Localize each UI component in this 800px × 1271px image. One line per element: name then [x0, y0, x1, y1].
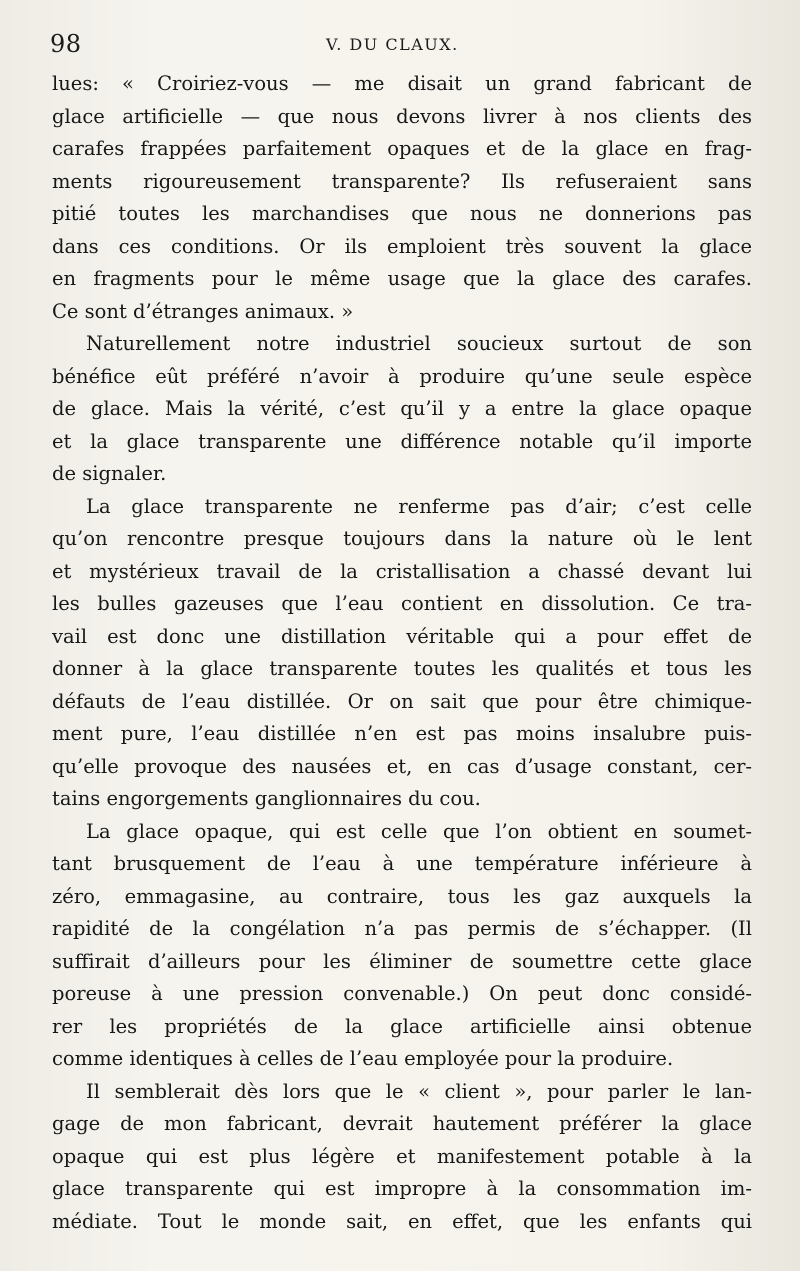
text-line: opaque qui est plus légère et manifestement potable à la	[52, 1144, 752, 1168]
text-line: rapidité de la congélation n’a pas permis de s’échapper. (Il	[52, 917, 752, 940]
text-line: ment pure, l’eau distillée n’en est pas moins insalubre puis-	[52, 722, 752, 745]
text-line: bénéfice eût préféré n’avoir à produire qu’une seule espèce	[52, 364, 752, 388]
text-line: La glace opaque, qui est celle que l’on obtient en soumet-	[86, 819, 752, 843]
text-line: Naturellement notre industriel soucieux surtout de son	[86, 332, 752, 355]
text-line: rer les propriétés de la glace artificielle ainsi obtenue	[52, 1014, 752, 1038]
text-line: zéro, emmagasine, au contraire, tous les gaz auxquels la	[52, 884, 752, 908]
text-line: qu’on rencontre presque toujours dans la nature où le lent	[52, 527, 752, 550]
text-line: comme identiques à celles de l’eau employée pour la produire.	[52, 1047, 674, 1070]
text-line: donner à la glace transparente toutes les qualités et tous les	[52, 657, 752, 680]
text-line: Il semblerait dès lors que le « client », pour parler le lan-	[86, 1079, 752, 1103]
text-line: et la glace transparente une différence notable qu’il importe	[52, 429, 752, 453]
text-line: défauts de l’eau distillée. Or on sait que pour être chimique-	[52, 689, 752, 713]
text-line: ments rigoureusement transparente? Ils refuseraient sans	[52, 169, 752, 193]
text-line: vail est donc une distillation véritable qui a pour effet de	[52, 624, 752, 648]
text-line: gage de mon fabricant, devrait hautement préférer la glace	[52, 1112, 752, 1135]
text-line: de glace. Mais la vérité, c’est qu’il y a entre la glace opaque	[52, 397, 752, 420]
text-line: en fragments pour le même usage que la glace des carafes.	[52, 267, 752, 290]
text-line: tains engorgements ganglionnaires du cou.	[52, 787, 481, 810]
text-line: suffirait d’ailleurs pour les éliminer de soumettre cette glace	[52, 949, 752, 973]
text-line: dans ces conditions. Or ils emploient très souvent la glace	[52, 234, 752, 258]
text-line: carafes frappées parfaitement opaques et de la glace en frag-	[52, 137, 752, 160]
text-line: de signaler.	[52, 462, 167, 485]
text-line: pitié toutes les marchandises que nous ne donnerions pas	[52, 202, 752, 225]
page-number: 98	[50, 30, 82, 58]
page-header	[0, 30, 800, 64]
text-line: glace artificielle — que nous devons livrer à nos clients des	[52, 104, 752, 128]
running-head: V. DU CLAUX.	[326, 35, 459, 54]
text-line: et mystérieux travail de la cristallisation a chassé devant lui	[52, 559, 752, 583]
text-line: Ce sont d’étranges animaux. »	[52, 299, 354, 323]
text-line: médiate. Tout le monde sait, en effet, que les enfants qui	[52, 1209, 752, 1233]
text-line: poreuse à une pression convenable.) On peut donc considé-	[52, 982, 752, 1005]
text-line: tant brusquement de l’eau à une température inférieure à	[52, 852, 752, 875]
text-line: La glace transparente ne renferme pas d’air; c’est celle	[86, 494, 752, 518]
body-text	[52, 68, 752, 1238]
text-line: qu’elle provoque des nausées et, en cas d’usage constant, cer-	[52, 754, 752, 778]
text-line: glace transparente qui est impropre à la consommation im-	[52, 1177, 752, 1200]
text-line: les bulles gazeuses que l’eau contient en dissolution. Ce tra-	[52, 592, 752, 615]
text-line: lues: « Croiriez-vous — me disait un grand fabricant de	[52, 72, 752, 95]
